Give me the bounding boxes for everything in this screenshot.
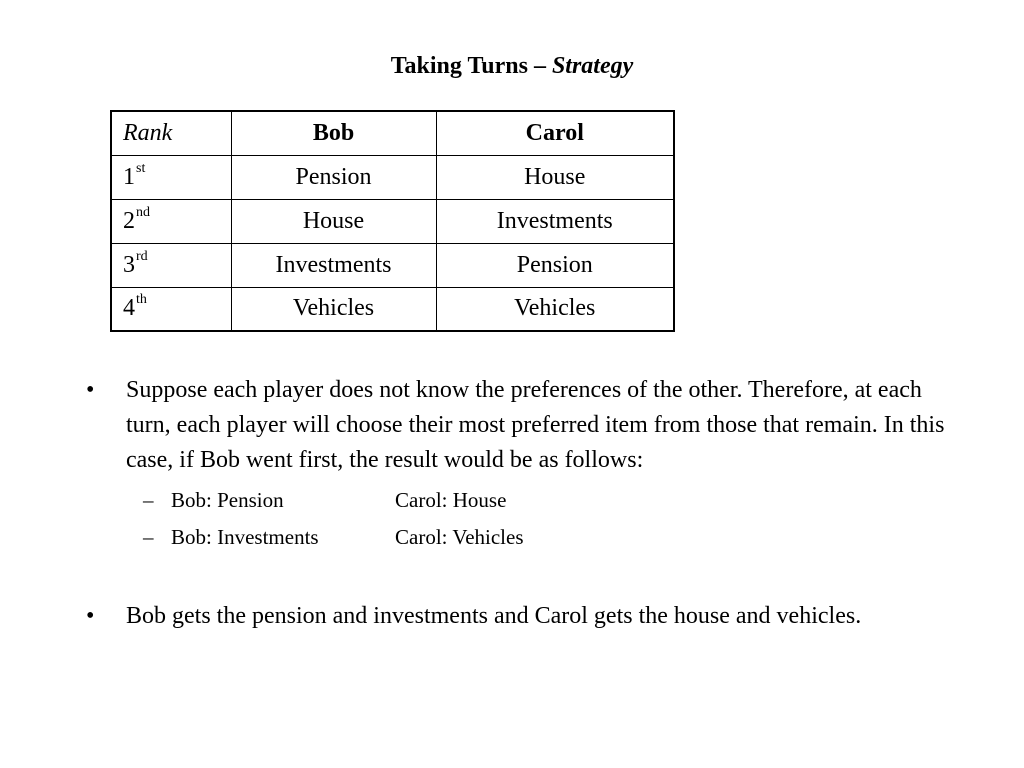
bob-cell: House — [231, 199, 436, 243]
table-header-row — [111, 111, 674, 155]
header-rank: Rank — [111, 111, 231, 155]
dash-marker: – — [143, 525, 154, 549]
rank-cell — [111, 243, 231, 287]
rank-cell — [111, 287, 231, 331]
turn-item — [86, 482, 946, 519]
table-row — [111, 287, 674, 331]
preference-table — [110, 110, 675, 332]
turn-list — [86, 482, 946, 556]
turn-carol: Carol: Vehicles — [395, 525, 524, 549]
bullet-item — [86, 373, 946, 478]
bullet-text: Suppose each player does not know the preferences of the other. Therefore, at each turn, each player will choose their most preferred item from those that remain. In this case, if Bob went first, the result would be as follows: — [126, 377, 945, 473]
header-carol: Carol — [436, 111, 674, 155]
header-bob: Bob — [231, 111, 436, 155]
carol-cell: House — [436, 155, 674, 199]
turn-carol: Carol: House — [395, 488, 507, 512]
bob-cell: Vehicles — [231, 287, 436, 331]
carol-cell: Pension — [436, 243, 674, 287]
dash-marker: – — [143, 488, 154, 512]
rank-number: 1 — [123, 163, 135, 190]
rank-number: 2 — [123, 207, 135, 234]
bob-cell: Investments — [231, 243, 436, 287]
rank-suffix: th — [136, 292, 147, 308]
rank-cell — [111, 199, 231, 243]
slide-title — [0, 50, 1024, 82]
bullet-item — [86, 599, 946, 634]
rank-number: 4 — [123, 295, 135, 322]
bob-cell: Pension — [231, 155, 436, 199]
carol-cell: Investments — [436, 199, 674, 243]
bullet-list — [86, 373, 946, 634]
bullet-marker: • — [86, 603, 95, 629]
bullet-marker: • — [86, 377, 95, 403]
table-row — [111, 199, 674, 243]
bullet-text: Bob gets the pension and investments and Carol gets the house and vehicles. — [126, 603, 862, 629]
spacer — [86, 556, 946, 599]
table-row — [111, 155, 674, 199]
slide-title-main: Taking Turns – — [390, 53, 552, 79]
turn-item — [86, 519, 946, 556]
rank-cell — [111, 155, 231, 199]
slide-title-italic: Strategy — [551, 53, 634, 79]
rank-number: 3 — [123, 251, 135, 278]
rank-suffix: rd — [136, 248, 148, 264]
table-row — [111, 243, 674, 287]
rank-suffix: st — [136, 160, 146, 176]
carol-cell: Vehicles — [436, 287, 674, 331]
turn-bob: Bob: Pension — [171, 488, 284, 512]
turn-bob: Bob: Investments — [171, 525, 319, 549]
rank-suffix: nd — [136, 204, 150, 220]
